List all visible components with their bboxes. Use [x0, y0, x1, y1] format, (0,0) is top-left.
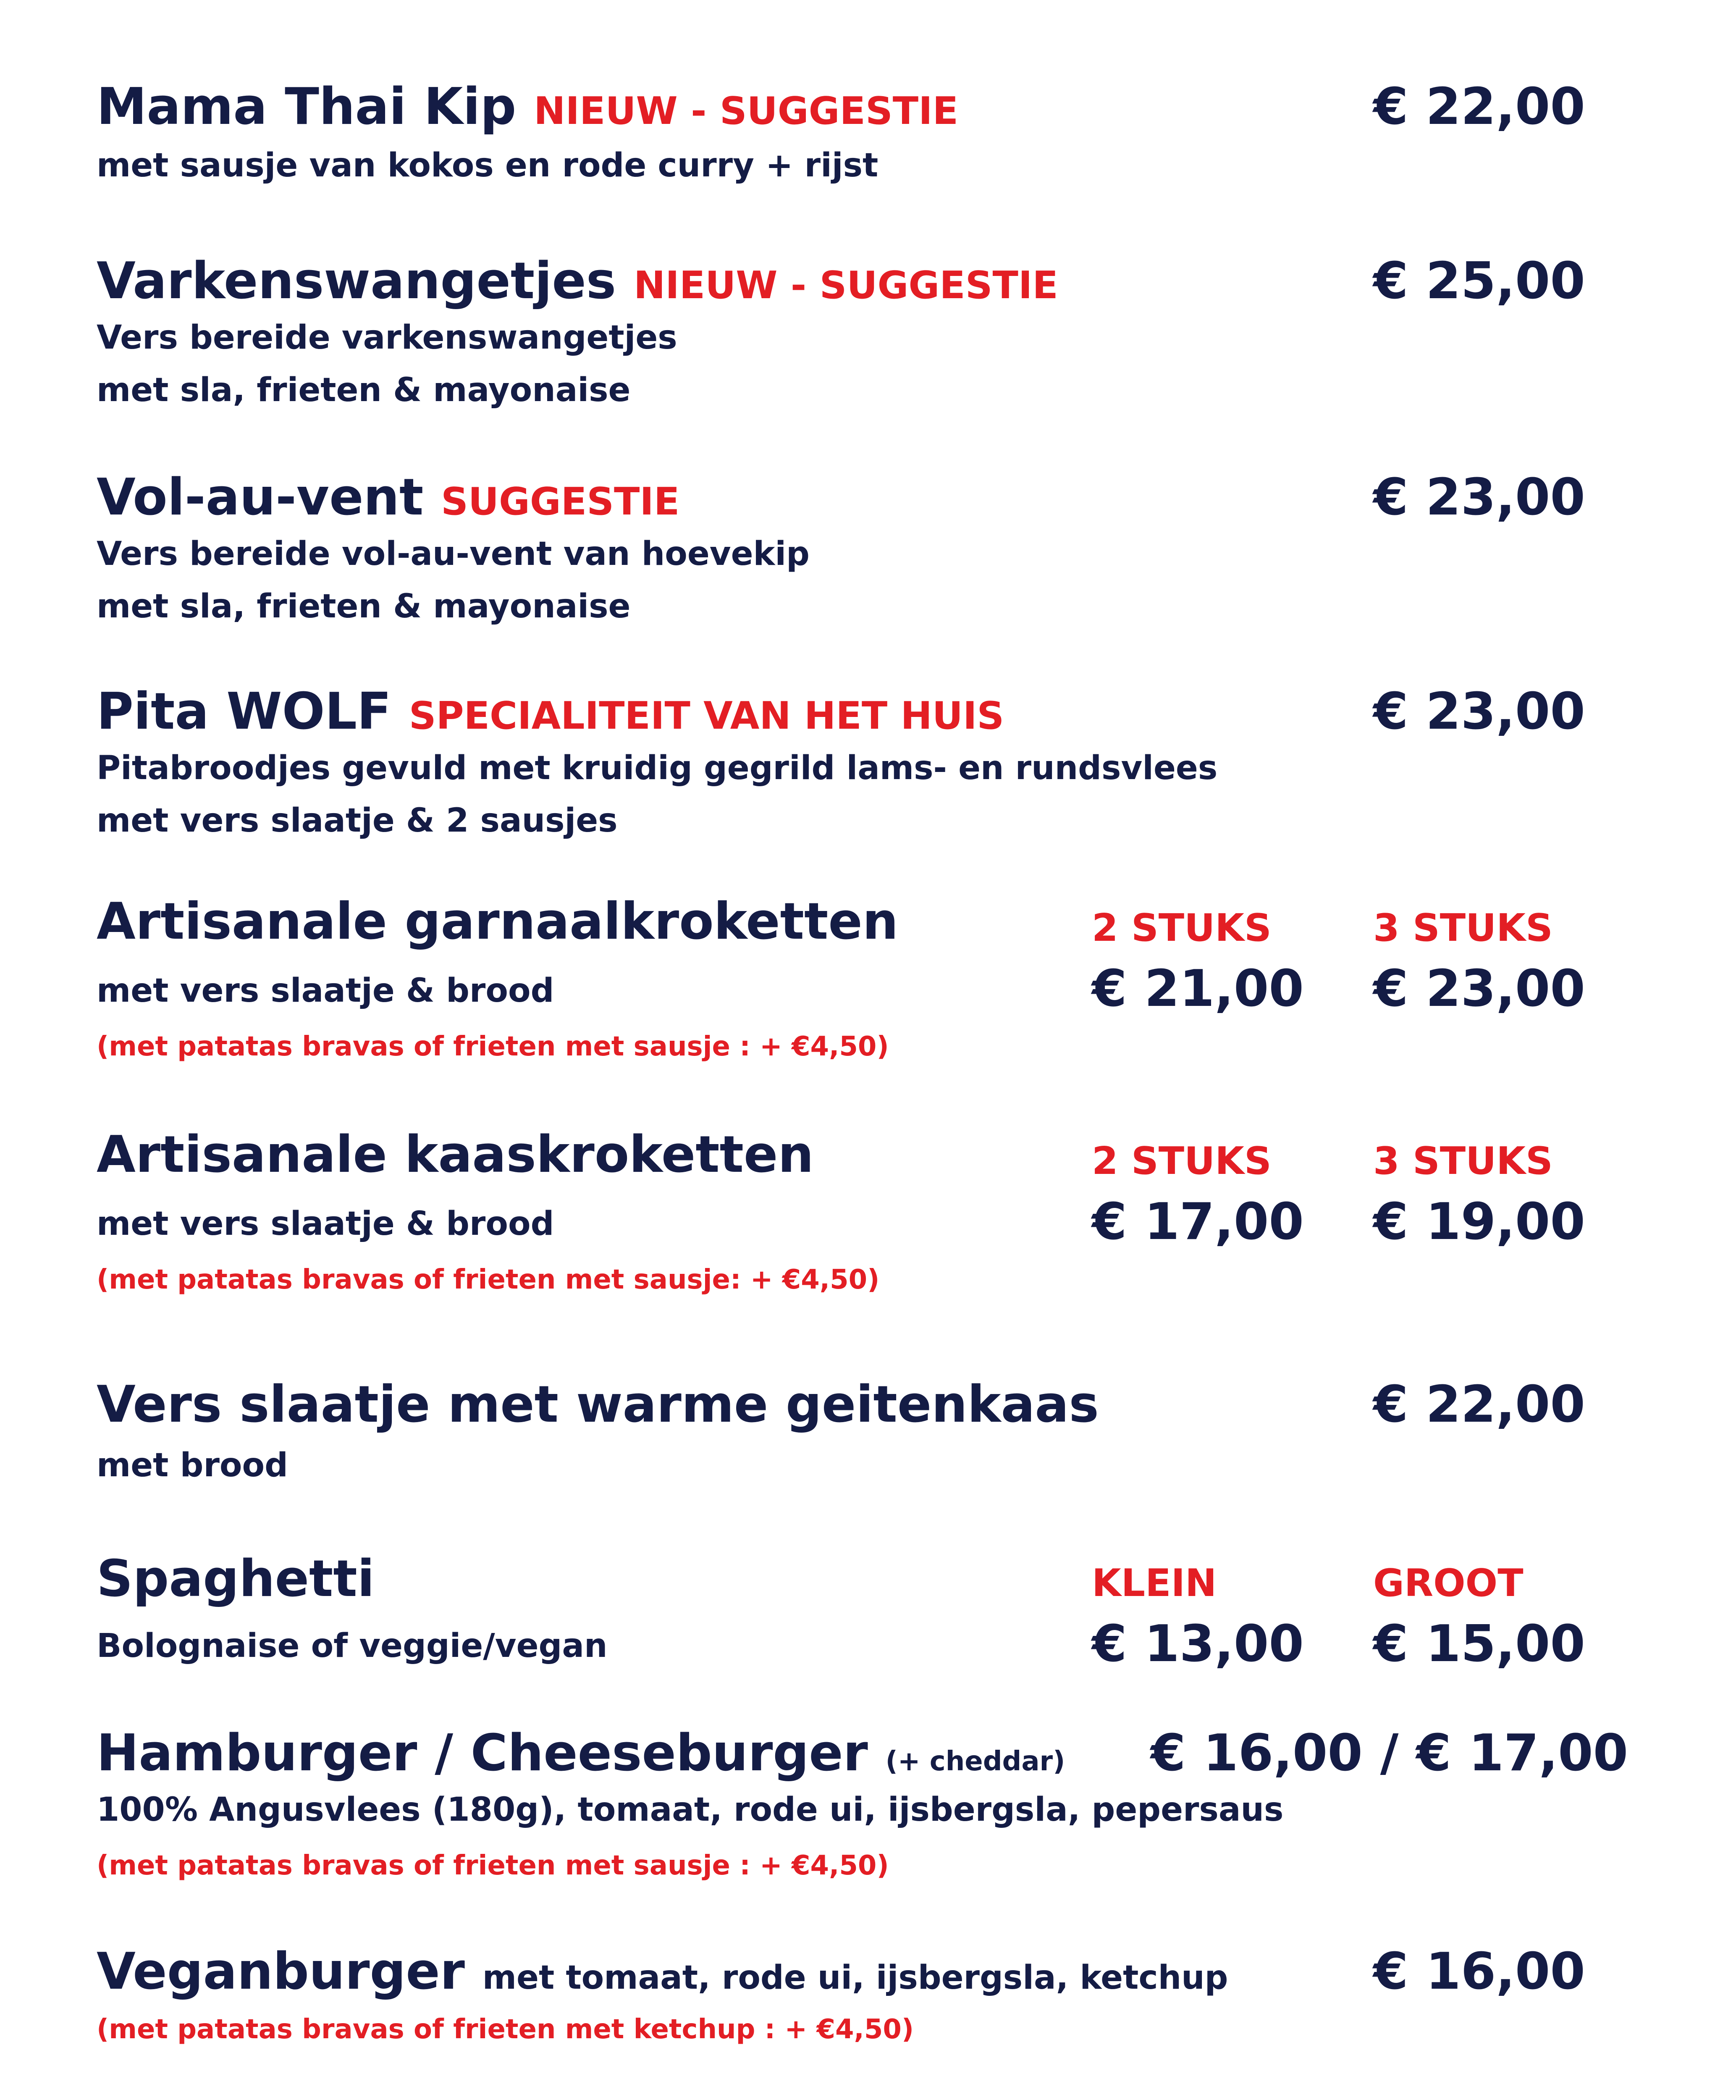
item-desc: 100% Angusvlees (180g), tomaat, rode ui, ijsbergsla, pepersaus — [97, 1791, 1284, 1829]
option-price: € 13,00 — [1092, 1615, 1304, 1673]
option-label: 2 STUKS — [1092, 1139, 1272, 1183]
item-desc: Bolognaise of veggie/vegan — [97, 1627, 608, 1665]
item-name: Spaghetti — [97, 1550, 375, 1608]
item-name: Artisanale kaaskroketten — [97, 1126, 814, 1184]
item-price: € 22,00 — [1373, 78, 1585, 136]
item-name: Hamburger / Cheeseburger — [97, 1724, 868, 1782]
item-tag: NIEUW - SUGGESTIE — [633, 263, 1058, 307]
item-note: (met patatas bravas of frieten met sausje : + €4,50) — [97, 1850, 889, 1881]
item-price: € 22,00 — [1373, 1376, 1585, 1434]
item-inline-desc: met tomaat, rode ui, ijsbergsla, ketchup — [482, 1959, 1228, 1997]
item-title — [97, 78, 959, 136]
item-tag: SUGGESTIE — [441, 480, 680, 524]
option-label: 2 STUKS — [1092, 906, 1272, 950]
item-note: (met patatas bravas of frieten met sausje: + €4,50) — [97, 1264, 880, 1295]
item-name: Vers slaatje met warme geitenkaas — [97, 1376, 1099, 1434]
item-name: Vol-au-vent — [97, 468, 424, 527]
option-label: GROOT — [1373, 1561, 1524, 1605]
item-note: (met patatas bravas of frieten met sausje : + €4,50) — [97, 1031, 889, 1062]
option-label: KLEIN — [1092, 1561, 1217, 1605]
item-price: € 16,00 — [1373, 1942, 1585, 2001]
item-price: € 23,00 — [1373, 468, 1585, 527]
item-price: € 25,00 — [1373, 252, 1585, 310]
item-tag: NIEUW - SUGGESTIE — [534, 89, 959, 133]
option-price: € 17,00 — [1092, 1193, 1304, 1251]
item-price: € 23,00 — [1373, 682, 1585, 741]
item-desc: Vers bereide vol-au-vent van hoevekip — [97, 535, 810, 573]
item-desc: met sla, frieten & mayonaise — [97, 588, 631, 625]
item-name: Artisanale garnaalkroketten — [97, 892, 899, 951]
item-desc: met vers slaatje & brood — [97, 972, 554, 1010]
item-price: € 16,00 / € 17,00 — [1151, 1724, 1628, 1782]
option-price: € 23,00 — [1373, 960, 1585, 1018]
item-title — [97, 1942, 1228, 2001]
item-title — [97, 252, 1058, 310]
option-label: 3 STUKS — [1373, 1139, 1553, 1183]
item-note: (met patatas bravas of frieten met ketchup : + €4,50) — [97, 2014, 914, 2045]
item-name: Varkenswangetjes — [97, 252, 616, 310]
item-extra: (+ cheddar) — [885, 1746, 1065, 1777]
item-name: Veganburger — [97, 1942, 465, 2001]
item-desc: met vers slaatje & brood — [97, 1205, 554, 1243]
item-title — [97, 1724, 1065, 1782]
item-title — [97, 682, 1004, 741]
item-desc: met sla, frieten & mayonaise — [97, 371, 631, 409]
option-price: € 21,00 — [1092, 960, 1304, 1018]
item-name: Pita WOLF — [97, 682, 392, 741]
option-price: € 15,00 — [1373, 1615, 1585, 1673]
item-name: Mama Thai Kip — [97, 78, 517, 136]
item-tag: SPECIALITEIT VAN HET HUIS — [409, 694, 1004, 738]
option-label: 3 STUKS — [1373, 906, 1553, 950]
option-price: € 19,00 — [1373, 1193, 1585, 1251]
item-desc: Pitabroodjes gevuld met kruidig gegrild lams- en rundsvlees — [97, 749, 1218, 787]
item-desc: Vers bereide varkenswangetjes — [97, 319, 677, 357]
item-desc: met brood — [97, 1446, 288, 1484]
item-desc: met vers slaatje & 2 sausjes — [97, 802, 618, 840]
item-title — [97, 468, 680, 527]
item-desc: met sausje van kokos en rode curry + rijst — [97, 147, 878, 184]
